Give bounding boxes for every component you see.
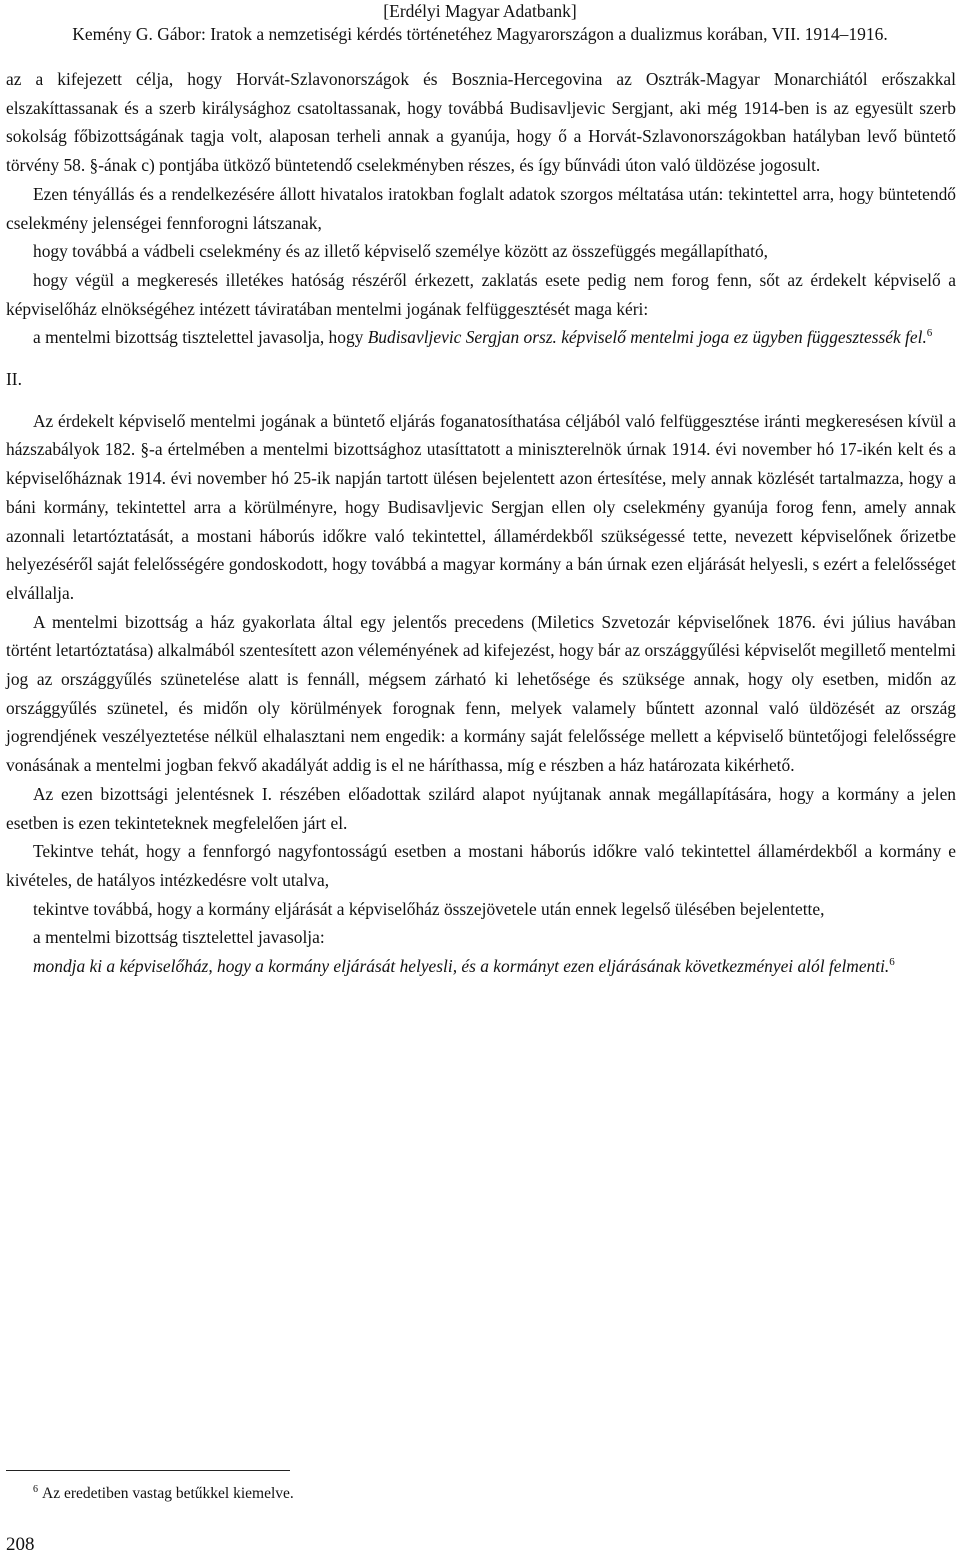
paragraph-5-proposal: Budisavljevic Sergjan orsz. képviselő mentelmi joga ez ügyben függesztessék fel. [367, 327, 927, 348]
page-header [0, 0, 960, 46]
document-body [6, 65, 956, 981]
footnote-marker: 6 [33, 1484, 38, 1495]
paragraph-12 [6, 952, 956, 981]
footnote-reference: 6 [926, 327, 933, 340]
paragraph-11: a mentelmi bizottság tisztelettel javasolja: [33, 927, 325, 948]
paragraph-2: Ezen tényállás és a rendelkezésére állott hivatalos iratokban foglalt adatok szorgos méltatása után: tekintettel arra, hogy büntetendő cselekmény jelenségei fennforogni látszanak, [6, 183, 956, 233]
page-number: 208 [6, 1534, 35, 1555]
paragraph-5 [6, 323, 956, 352]
section-heading: II. [6, 369, 22, 390]
footnote-reference: 6 [889, 956, 895, 969]
paragraph-5-lead: a mentelmi bizottság tisztelettel javasolja, hogy [33, 327, 368, 348]
paragraph-10: tekintve továbbá, hogy a kormány eljárását a képviselőház összejövetele után ennek legelső ülésében bejelentette, [33, 898, 825, 919]
footnote [33, 1484, 294, 1504]
footnote-text: Az eredetiben vastag betűkkel kiemelve. [42, 1485, 294, 1502]
header-source: [Erdélyi Magyar Adatbank] [383, 1, 577, 21]
paragraph-12-resolution: mondja ki a képviselőház, hogy a kormány eljárását helyesli, és a kormányt ezen eljárásának következményei alól felmenti. [33, 956, 890, 977]
paragraph-6: Az érdekelt képviselő mentelmi jogának a büntető eljárás foganatosíthatása céljából való felfüggesztése iránti megkeresésen kívül a házszabályok 182. §-a értelmében a mentelmi bizottsághoz utasíttatott a miniszterelnök úrnak 1914. évi november hó 17-ikén kelt és a képviselőháznak 1914. évi november hó 25-ik napján tartott ülésen bejelentett azon értesítése, mely annak közlését tartalmazza, hogy a báni kormány, tekintettel arra a körülményre, hogy Budisavljevic Sergjan ellen oly cselekmény gyanúja forog fenn, amely annak azonnali letartóztatását, a mostani háborús időkre való tekintettel, államérdekből szükségessé tette, nevezett képviselőnek őrizetbe helyezéséről saját felelősségére gondoskodott, hogy továbbá a magyar kormány a bán úrnak ezen eljárását helyesli, s ezért a felelősséget elvállalja. [6, 410, 956, 603]
paragraph-4: hogy végül a megkeresés illetékes hatóság részéről érkezett, zaklatás esete pedig nem forog fenn, sőt az érdekelt képviselő a képviselőház elnökségéhez intézett táviratában mentelmi jogának felfüggesztését maga kéri: [6, 269, 956, 319]
footnote-divider [6, 1470, 290, 1471]
paragraph-9: Tekintve tehát, hogy a fennforgó nagyfontosságú esetben a mostani háborús időkre való tekintettel államérdekből a kormány e kivételes, de hatályos intézkedésre volt utalva, [6, 841, 956, 890]
header-citation: Kemény G. Gábor: Iratok a nemzetiségi kérdés történetéhez Magyarországon a dualizmus korában, VII. 1914–1916. [72, 24, 888, 44]
paragraph-8: Az ezen bizottsági jelentésnek I. részében előadottak szilárd alapot nyújtanak annak megállapítására, hogy a kormány a jelen esetben is ezen tekinteteknek megfelelően járt el. [6, 783, 956, 833]
paragraph-1: az a kifejezett célja, hogy Horvát-Szlavonországok és Bosznia-Hercegovina az Osztrák-Magyar Monarchiától erőszakkal elszakíttassanak és a szerb királysághoz csatoltassanak, hogy továbbá Budisavljevic Sergjant, aki még 1914-ben is az egyesült szerb sokolság főbizottságának tagja volt, alaposan terheli annak a gyanúja, hogy ő a Horvát-Szlavonországokban hatályban levő büntető törvény 58. §-ának c) pontjába ütköző büntetendő cselekményben részes, és így bűnvádi úton való üldözése jogosult. [6, 69, 956, 176]
paragraph-3: hogy továbbá a vádbeli cselekmény és az illető képviselő személye között az összefüggés megállapítható, [33, 241, 768, 262]
paragraph-7: A mentelmi bizottság a ház gyakorlata által egy jelentős precedens (Miletics Szvetozár képviselőnek 1876. évi július havában történt letartóztatása) alkalmából szentesített azon véleményének ad kifejezést, hogy bár az országgyűlési képviselőt megillető mentelmi jog az országgyűlés szünetelése alatt is fennáll, mégsem zárható ki lehetősége és szüksége annak, hogy oly esetben, midőn az országgyűlés szünetel, és midőn oly körülmények forognak fenn, melyek valamely bűntett azonnal való üldözését az ország jogrendjének veszélyeztetése nélkül elhalasztani nem engedik: a kormány saját felelőssége mellett a képviselő büntetőjogi felelősségre vonásának a mentelmi jogban fekvő akadályát addig is el ne háríthassa, míg e részben a ház határozata kikérhető. [6, 611, 956, 776]
